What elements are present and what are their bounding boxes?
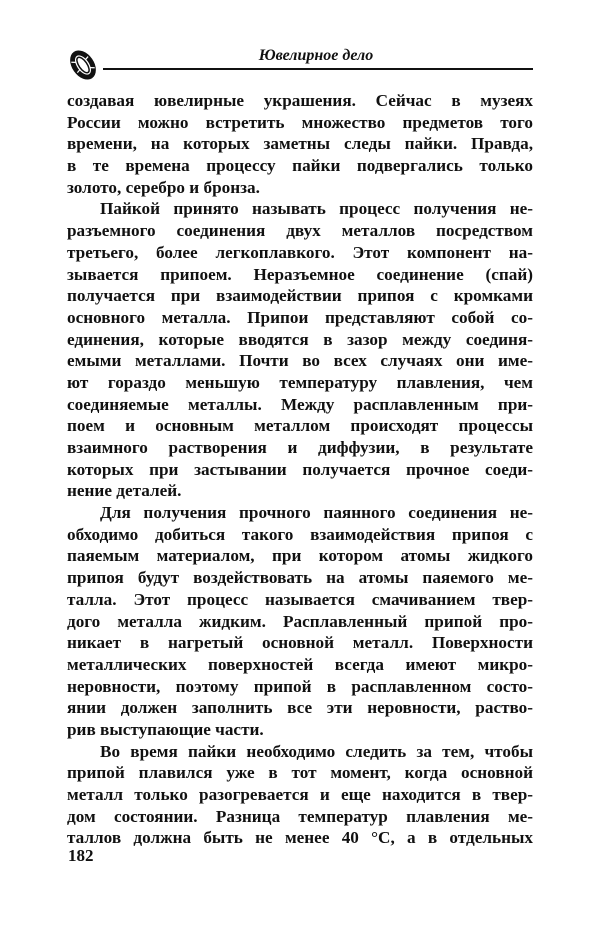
text-line: припой плавился уже в тот момент, когда основной (67, 763, 533, 783)
ring-icon (66, 46, 100, 84)
paragraph (67, 502, 533, 741)
text-line: зывается припоем. Неразъемное соединение (спай) (67, 264, 533, 284)
text-line: создавая ювелирные украшения. Сейчас в музеях (67, 91, 533, 110)
text-line: припоя будут воздействовать на атомы паяемого ме- (67, 568, 533, 588)
text-line: в те времена процессу пайки подвергались только (67, 156, 533, 176)
text-line: таллов должна быть не менее 40 °С, а в отдельных (67, 828, 533, 848)
text-line: России можно встретить множество предметов того (67, 112, 533, 132)
text-line: третьего, более легкоплавкого. Этот компонент на- (67, 242, 533, 262)
text-line: разъемного соединения двух металлов посредством (67, 221, 533, 241)
text-line: поем и основным металлом происходят процессы (67, 416, 533, 436)
text-line: основного металла. Припои представляют собой со- (67, 307, 533, 327)
text-line: взаимного растворения и диффузии, в результате (67, 438, 533, 457)
text-line: дом состоянии. Разница температур плавления ме- (67, 806, 533, 826)
body-text (67, 90, 533, 849)
text-line: нение деталей. (67, 481, 182, 501)
text-line: талла. Этот процесс называется смачиванием твер- (67, 589, 533, 609)
text-line: обходимо добиться такого взаимодействия припоя с (67, 524, 533, 544)
text-line: которых при застывании получается прочное соеди- (67, 459, 533, 479)
text-line: ют гораздо меньшую температуру плавления, чем (67, 372, 533, 392)
text-line: металл только разогревается и еще находится в твер- (67, 785, 533, 804)
paragraph (67, 741, 533, 849)
text-line: золото, серебро и бронза. (67, 177, 260, 197)
text-line: янии должен заполнить все эти неровности, раство- (67, 698, 533, 718)
text-line: дого металла жидким. Расплавленный припой про- (67, 611, 533, 631)
text-line: получается при взаимодействии припоя с кромками (67, 286, 533, 306)
text-line: неровности, поэтому припой в расплавленном состо- (67, 676, 533, 696)
text-line: Пайкой принято называть процесс получения не- (100, 199, 533, 219)
text-line: времени, на которых заметны следы пайки. Правда, (67, 134, 533, 154)
paragraph (67, 198, 533, 502)
running-header-title: Ювелирное дело (258, 47, 374, 64)
text-line: металлических поверхностей всегда имеют микро- (67, 654, 533, 674)
text-line: никает в нагретый основной металл. Поверхности (67, 633, 533, 653)
text-line: емыми металлами. Почти во всех случаях они име- (67, 351, 533, 371)
text-line: соединяемые металлы. Между расплавленным при- (67, 394, 533, 414)
text-line: паяемым материалом, при котором атомы жидкого (67, 546, 533, 566)
text-line: единения, которые вводятся в зазор между соединя- (67, 329, 533, 349)
paragraph (67, 90, 533, 198)
text-line: рив выступающие части. (67, 719, 264, 739)
text-line: Для получения прочного паянного соединения не- (100, 503, 533, 523)
text-line: Во время пайки необходимо следить за тем, чтобы (100, 741, 533, 761)
page-number: 182 (68, 846, 94, 865)
header-rule (103, 68, 533, 70)
